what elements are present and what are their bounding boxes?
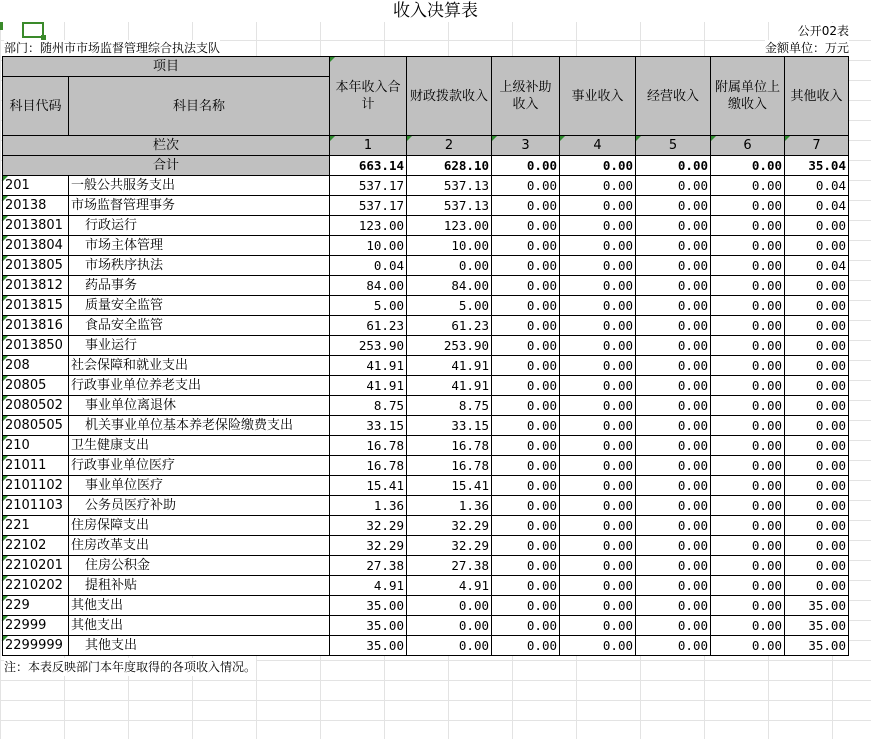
amount-cell[interactable]: 0.00 <box>407 616 492 636</box>
amount-cell[interactable]: 41.91 <box>330 356 407 376</box>
table-row <box>3 336 849 356</box>
amount-cell[interactable]: 0.00 <box>711 456 785 476</box>
row-number-label[interactable]: 栏次 <box>3 136 330 156</box>
amount-cell[interactable]: 16.78 <box>330 436 407 456</box>
amount-cell[interactable]: 0.00 <box>785 436 849 456</box>
subject-name-cell[interactable]: 住房保障支出 <box>69 516 330 536</box>
amount-cell[interactable]: 0.00 <box>785 476 849 496</box>
subject-code-cell[interactable]: 201 <box>3 176 69 196</box>
subject-code-cell[interactable]: 2080505 <box>3 416 69 436</box>
header-col-6[interactable]: 附属单位上缴收入 <box>711 57 785 136</box>
subject-name-cell[interactable]: 其他支出 <box>69 636 330 656</box>
amount-cell[interactable]: 0.00 <box>711 636 785 656</box>
amount-cell[interactable]: 0.00 <box>636 536 711 556</box>
amount-cell[interactable]: 0.00 <box>711 556 785 576</box>
amount-cell[interactable]: 0.00 <box>560 296 636 316</box>
table-row <box>3 276 849 296</box>
amount-cell[interactable]: 0.00 <box>636 416 711 436</box>
table-row <box>3 296 849 316</box>
amount-cell[interactable]: 1.36 <box>330 496 407 516</box>
amount-cell[interactable]: 0.00 <box>636 316 711 336</box>
income-table <box>2 56 849 656</box>
col-number[interactable]: 1 <box>330 136 407 156</box>
header-col-1[interactable]: 本年收入合计 <box>330 57 407 136</box>
subject-name-cell[interactable]: 住房改革支出 <box>69 536 330 556</box>
subject-code-cell[interactable]: 2101103 <box>3 496 69 516</box>
amount-cell[interactable]: 4.91 <box>330 576 407 596</box>
subject-code-cell[interactable]: 2210201 <box>3 556 69 576</box>
amount-cell[interactable]: 537.17 <box>330 176 407 196</box>
amount-cell[interactable]: 0.00 <box>711 496 785 516</box>
amount-cell[interactable]: 10.00 <box>407 236 492 256</box>
total-row <box>3 156 849 176</box>
amount-cell[interactable]: 0.00 <box>560 396 636 416</box>
header-col-7[interactable]: 其他收入 <box>785 57 849 136</box>
amount-cell[interactable]: 0.00 <box>711 296 785 316</box>
amount-cell[interactable]: 0.00 <box>711 376 785 396</box>
subject-name-cell[interactable]: 公务员医疗补助 <box>69 496 330 516</box>
amount-cell[interactable]: 0.00 <box>492 336 560 356</box>
amount-cell[interactable]: 16.78 <box>407 436 492 456</box>
amount-cell[interactable]: 33.15 <box>407 416 492 436</box>
amount-cell[interactable]: 35.00 <box>785 636 849 656</box>
amount-cell[interactable]: 0.00 <box>711 356 785 376</box>
amount-cell[interactable]: 0.00 <box>785 336 849 356</box>
amount-cell[interactable]: 0.00 <box>636 516 711 536</box>
amount-cell[interactable]: 0.00 <box>785 236 849 256</box>
header-col-2[interactable]: 财政拨款收入 <box>407 57 492 136</box>
amount-cell[interactable]: 0.00 <box>492 476 560 496</box>
table-row <box>3 516 849 536</box>
amount-cell[interactable]: 0.00 <box>785 516 849 536</box>
department-label: 部门：随州市市场监督管理综合执法支队 <box>4 41 221 55</box>
table-row <box>3 556 849 576</box>
amount-cell[interactable]: 0.04 <box>785 196 849 216</box>
amount-cell[interactable]: 0.00 <box>560 416 636 436</box>
amount-cell[interactable]: 0.00 <box>492 636 560 656</box>
subject-code-cell[interactable]: 208 <box>3 356 69 376</box>
amount-cell[interactable]: 0.00 <box>492 216 560 236</box>
col-number[interactable]: 4 <box>560 136 636 156</box>
table-row <box>3 456 849 476</box>
amount-cell[interactable]: 0.00 <box>560 556 636 576</box>
amount-cell[interactable]: 33.15 <box>330 416 407 436</box>
subject-name-cell[interactable]: 市场秩序执法 <box>69 256 330 276</box>
subject-code-cell[interactable]: 21011 <box>3 456 69 476</box>
amount-cell[interactable]: 27.38 <box>407 556 492 576</box>
amount-cell[interactable]: 0.00 <box>492 516 560 536</box>
amount-cell[interactable]: 0.00 <box>492 316 560 336</box>
amount-cell[interactable]: 0.00 <box>785 456 849 476</box>
amount-cell[interactable]: 0.00 <box>560 236 636 256</box>
amount-cell[interactable]: 0.00 <box>785 216 849 236</box>
amount-cell[interactable]: 0.00 <box>636 396 711 416</box>
amount-cell[interactable]: 41.91 <box>330 376 407 396</box>
amount-cell[interactable]: 0.00 <box>560 616 636 636</box>
subject-code-cell[interactable]: 2013812 <box>3 276 69 296</box>
total-value[interactable]: 628.10 <box>407 156 492 176</box>
amount-cell[interactable]: 0.00 <box>492 196 560 216</box>
total-value[interactable]: 0.00 <box>560 156 636 176</box>
subject-name-cell[interactable]: 机关事业单位基本养老保险缴费支出 <box>69 416 330 436</box>
table-row <box>3 636 849 656</box>
amount-cell[interactable]: 0.00 <box>560 316 636 336</box>
subject-code-cell[interactable]: 2101102 <box>3 476 69 496</box>
amount-cell[interactable]: 0.00 <box>711 256 785 276</box>
subject-code-cell[interactable]: 2013815 <box>3 296 69 316</box>
amount-cell[interactable]: 61.23 <box>330 316 407 336</box>
table-row <box>3 236 849 256</box>
amount-cell[interactable]: 35.00 <box>785 616 849 636</box>
amount-cell[interactable]: 0.00 <box>560 196 636 216</box>
amount-cell[interactable]: 0.00 <box>560 176 636 196</box>
subject-code-cell[interactable]: 229 <box>3 596 69 616</box>
amount-cell[interactable]: 0.00 <box>785 416 849 436</box>
amount-cell[interactable]: 0.00 <box>636 176 711 196</box>
amount-cell[interactable]: 253.90 <box>407 336 492 356</box>
amount-cell[interactable]: 0.00 <box>785 556 849 576</box>
amount-cell[interactable]: 32.29 <box>407 516 492 536</box>
amount-cell[interactable]: 32.29 <box>407 536 492 556</box>
amount-cell[interactable]: 1.36 <box>407 496 492 516</box>
col-number[interactable]: 6 <box>711 136 785 156</box>
amount-cell[interactable]: 0.00 <box>636 196 711 216</box>
amount-cell[interactable]: 84.00 <box>407 276 492 296</box>
subject-name-cell[interactable]: 其他支出 <box>69 596 330 616</box>
amount-cell[interactable]: 253.90 <box>330 336 407 356</box>
amount-cell[interactable]: 8.75 <box>330 396 407 416</box>
public-table-number: 公开02表 <box>797 24 849 38</box>
amount-cell[interactable]: 0.00 <box>711 516 785 536</box>
amount-cell[interactable]: 0.00 <box>711 316 785 336</box>
amount-cell[interactable]: 0.00 <box>785 496 849 516</box>
subject-name-cell[interactable]: 市场主体管理 <box>69 236 330 256</box>
amount-cell[interactable]: 16.78 <box>330 456 407 476</box>
amount-cell[interactable]: 0.00 <box>711 216 785 236</box>
subject-code-cell[interactable]: 2013850 <box>3 336 69 356</box>
amount-cell[interactable]: 0.00 <box>492 436 560 456</box>
amount-cell[interactable]: 537.13 <box>407 176 492 196</box>
table-row <box>3 256 849 276</box>
subject-code-cell[interactable]: 20805 <box>3 376 69 396</box>
header-code[interactable]: 科目代码 <box>3 77 69 136</box>
subject-code-cell[interactable]: 210 <box>3 436 69 456</box>
subject-name-cell[interactable]: 药品事务 <box>69 276 330 296</box>
table-row <box>3 536 849 556</box>
amount-cell[interactable]: 0.00 <box>560 336 636 356</box>
amount-cell[interactable]: 0.00 <box>560 276 636 296</box>
table-row <box>3 616 849 636</box>
subject-name-cell[interactable]: 行政运行 <box>69 216 330 236</box>
amount-cell[interactable]: 0.00 <box>711 396 785 416</box>
table-row <box>3 176 849 196</box>
subject-code-cell[interactable]: 2013805 <box>3 256 69 276</box>
table-row <box>3 496 849 516</box>
total-value[interactable]: 663.14 <box>330 156 407 176</box>
amount-cell[interactable]: 0.00 <box>560 436 636 456</box>
subject-code-cell[interactable]: 2210202 <box>3 576 69 596</box>
amount-cell[interactable]: 0.00 <box>636 616 711 636</box>
amount-cell[interactable]: 5.00 <box>330 296 407 316</box>
amount-cell[interactable]: 61.23 <box>407 316 492 336</box>
col-number[interactable]: 7 <box>785 136 849 156</box>
amount-cell[interactable]: 0.00 <box>492 276 560 296</box>
amount-cell[interactable]: 0.00 <box>492 596 560 616</box>
amount-cell[interactable]: 0.00 <box>636 596 711 616</box>
subject-name-cell[interactable]: 事业运行 <box>69 336 330 356</box>
amount-cell[interactable]: 0.00 <box>636 276 711 296</box>
subject-name-cell[interactable]: 一般公共服务支出 <box>69 176 330 196</box>
amount-cell[interactable]: 0.00 <box>636 356 711 376</box>
table-row <box>3 576 849 596</box>
amount-cell[interactable]: 0.00 <box>711 236 785 256</box>
col-number[interactable]: 3 <box>492 136 560 156</box>
amount-cell[interactable]: 0.00 <box>492 396 560 416</box>
amount-cell[interactable]: 0.00 <box>560 516 636 536</box>
amount-cell[interactable]: 123.00 <box>407 216 492 236</box>
amount-cell[interactable]: 0.00 <box>636 236 711 256</box>
total-value[interactable]: 0.00 <box>492 156 560 176</box>
amount-cell[interactable]: 0.00 <box>785 576 849 596</box>
amount-cell[interactable]: 0.00 <box>785 396 849 416</box>
amount-cell[interactable]: 32.29 <box>330 536 407 556</box>
subject-code-cell[interactable]: 22999 <box>3 616 69 636</box>
subject-name-cell[interactable]: 卫生健康支出 <box>69 436 330 456</box>
amount-cell[interactable]: 0.04 <box>785 256 849 276</box>
total-value[interactable]: 35.04 <box>785 156 849 176</box>
subject-code-cell[interactable]: 2013804 <box>3 236 69 256</box>
subject-code-cell[interactable]: 22102 <box>3 536 69 556</box>
amount-cell[interactable]: 0.00 <box>636 476 711 496</box>
amount-cell[interactable]: 0.00 <box>711 276 785 296</box>
amount-cell[interactable]: 0.04 <box>330 256 407 276</box>
amount-cell[interactable]: 5.00 <box>407 296 492 316</box>
amount-cell[interactable]: 0.00 <box>492 236 560 256</box>
total-label[interactable]: 合计 <box>3 156 330 176</box>
amount-cell[interactable]: 0.00 <box>407 256 492 276</box>
amount-cell[interactable]: 35.00 <box>785 596 849 616</box>
subject-code-cell[interactable]: 2080502 <box>3 396 69 416</box>
amount-cell[interactable]: 0.00 <box>492 576 560 596</box>
amount-cell[interactable]: 0.00 <box>636 456 711 476</box>
amount-cell[interactable]: 41.91 <box>407 376 492 396</box>
header-col-5[interactable]: 经营收入 <box>636 57 711 136</box>
table-row <box>3 216 849 236</box>
amount-cell[interactable]: 0.00 <box>560 636 636 656</box>
amount-cell[interactable]: 8.75 <box>407 396 492 416</box>
amount-cell[interactable]: 0.00 <box>492 256 560 276</box>
amount-cell[interactable]: 0.00 <box>711 336 785 356</box>
subject-name-cell[interactable]: 社会保障和就业支出 <box>69 356 330 376</box>
amount-cell[interactable]: 0.00 <box>785 356 849 376</box>
amount-cell[interactable]: 0.00 <box>636 376 711 396</box>
amount-cell[interactable]: 0.00 <box>636 556 711 576</box>
amount-cell[interactable]: 27.38 <box>330 556 407 576</box>
total-value[interactable]: 0.00 <box>711 156 785 176</box>
amount-cell[interactable]: 0.00 <box>636 576 711 596</box>
amount-cell[interactable]: 0.00 <box>636 256 711 276</box>
amount-cell[interactable]: 0.00 <box>492 376 560 396</box>
amount-cell[interactable]: 41.91 <box>407 356 492 376</box>
amount-cell[interactable]: 16.78 <box>407 456 492 476</box>
amount-cell[interactable]: 0.00 <box>492 496 560 516</box>
subject-name-cell[interactable]: 事业单位医疗 <box>69 476 330 496</box>
amount-cell[interactable]: 0.00 <box>560 496 636 516</box>
amount-cell[interactable]: 0.00 <box>711 196 785 216</box>
subject-name-cell[interactable]: 住房公积金 <box>69 556 330 576</box>
amount-cell[interactable]: 0.00 <box>711 596 785 616</box>
amount-cell[interactable]: 0.00 <box>636 436 711 456</box>
amount-cell[interactable]: 0.00 <box>711 536 785 556</box>
amount-cell[interactable]: 0.00 <box>711 416 785 436</box>
amount-cell[interactable]: 0.00 <box>560 596 636 616</box>
subject-code-cell[interactable]: 2013801 <box>3 216 69 236</box>
amount-cell[interactable]: 0.00 <box>492 536 560 556</box>
amount-cell[interactable]: 0.00 <box>492 356 560 376</box>
header-item[interactable]: 项目 <box>3 57 330 77</box>
amount-cell[interactable]: 0.00 <box>492 556 560 576</box>
amount-cell[interactable]: 123.00 <box>330 216 407 236</box>
subject-code-cell[interactable]: 221 <box>3 516 69 536</box>
table-row <box>3 356 849 376</box>
amount-cell[interactable]: 0.00 <box>560 376 636 396</box>
amount-cell[interactable]: 0.04 <box>785 176 849 196</box>
amount-cell[interactable]: 10.00 <box>330 236 407 256</box>
amount-cell[interactable]: 0.00 <box>711 576 785 596</box>
amount-cell[interactable]: 15.41 <box>407 476 492 496</box>
amount-cell[interactable]: 0.00 <box>785 316 849 336</box>
table-row <box>3 316 849 336</box>
amount-cell[interactable]: 0.00 <box>711 176 785 196</box>
amount-cell[interactable]: 0.00 <box>560 356 636 376</box>
amount-cell[interactable]: 537.17 <box>330 196 407 216</box>
table-body <box>3 176 849 656</box>
amount-cell[interactable]: 0.00 <box>636 636 711 656</box>
amount-unit-label: 金额单位：万元 <box>764 41 849 55</box>
amount-cell[interactable]: 0.00 <box>492 416 560 436</box>
amount-cell[interactable]: 0.00 <box>560 576 636 596</box>
col-number[interactable]: 2 <box>407 136 492 156</box>
amount-cell[interactable]: 0.00 <box>636 216 711 236</box>
amount-cell[interactable]: 0.00 <box>560 536 636 556</box>
amount-cell[interactable]: 0.00 <box>785 276 849 296</box>
sheet-title: 收入决算表 <box>0 0 871 22</box>
amount-cell[interactable]: 0.00 <box>492 296 560 316</box>
subject-code-cell[interactable]: 2299999 <box>3 636 69 656</box>
amount-cell[interactable]: 32.29 <box>330 516 407 536</box>
header-col-3[interactable]: 上级补助收入 <box>492 57 560 136</box>
amount-cell[interactable]: 4.91 <box>407 576 492 596</box>
subject-code-cell[interactable]: 20138 <box>3 196 69 216</box>
col-number[interactable]: 5 <box>636 136 711 156</box>
subject-name-cell[interactable]: 事业单位离退休 <box>69 396 330 416</box>
table-row <box>3 476 849 496</box>
header-name[interactable]: 科目名称 <box>69 77 330 136</box>
amount-cell[interactable]: 0.00 <box>636 296 711 316</box>
subject-name-cell[interactable]: 食品安全监管 <box>69 316 330 336</box>
table-row <box>3 196 849 216</box>
footnote: 注：本表反映部门本年度取得的各项收入情况。 <box>4 660 257 674</box>
amount-cell[interactable]: 0.00 <box>492 616 560 636</box>
amount-cell[interactable]: 537.13 <box>407 196 492 216</box>
amount-cell[interactable]: 84.00 <box>330 276 407 296</box>
amount-cell[interactable]: 0.00 <box>560 456 636 476</box>
amount-cell[interactable]: 0.00 <box>785 296 849 316</box>
subject-code-cell[interactable]: 2013816 <box>3 316 69 336</box>
amount-cell[interactable]: 35.00 <box>330 636 407 656</box>
subject-name-cell[interactable]: 市场监督管理事务 <box>69 196 330 216</box>
subject-name-cell[interactable]: 提租补贴 <box>69 576 330 596</box>
subject-name-cell[interactable]: 行政事业单位养老支出 <box>69 376 330 396</box>
amount-cell[interactable]: 0.00 <box>560 216 636 236</box>
amount-cell[interactable]: 0.00 <box>711 476 785 496</box>
table-row <box>3 436 849 456</box>
amount-cell[interactable]: 0.00 <box>492 456 560 476</box>
row-marker <box>0 22 3 30</box>
amount-cell[interactable]: 0.00 <box>492 176 560 196</box>
table-row <box>3 416 849 436</box>
amount-cell[interactable]: 0.00 <box>711 436 785 456</box>
table-row <box>3 396 849 416</box>
amount-cell[interactable]: 0.00 <box>407 596 492 616</box>
amount-cell[interactable]: 0.00 <box>636 336 711 356</box>
table-row <box>3 376 849 396</box>
amount-cell[interactable]: 0.00 <box>711 616 785 636</box>
amount-cell[interactable]: 0.00 <box>636 496 711 516</box>
amount-cell[interactable]: 0.00 <box>407 636 492 656</box>
amount-cell[interactable]: 0.00 <box>785 376 849 396</box>
total-value[interactable]: 0.00 <box>636 156 711 176</box>
amount-cell[interactable]: 15.41 <box>330 476 407 496</box>
subject-name-cell[interactable]: 质量安全监管 <box>69 296 330 316</box>
table-row <box>3 596 849 616</box>
subject-name-cell[interactable]: 行政事业单位医疗 <box>69 456 330 476</box>
amount-cell[interactable]: 0.00 <box>560 256 636 276</box>
amount-cell[interactable]: 0.00 <box>560 476 636 496</box>
amount-cell[interactable]: 0.00 <box>785 536 849 556</box>
amount-cell[interactable]: 35.00 <box>330 596 407 616</box>
amount-cell[interactable]: 35.00 <box>330 616 407 636</box>
header-col-4[interactable]: 事业收入 <box>560 57 636 136</box>
subject-name-cell[interactable]: 其他支出 <box>69 616 330 636</box>
